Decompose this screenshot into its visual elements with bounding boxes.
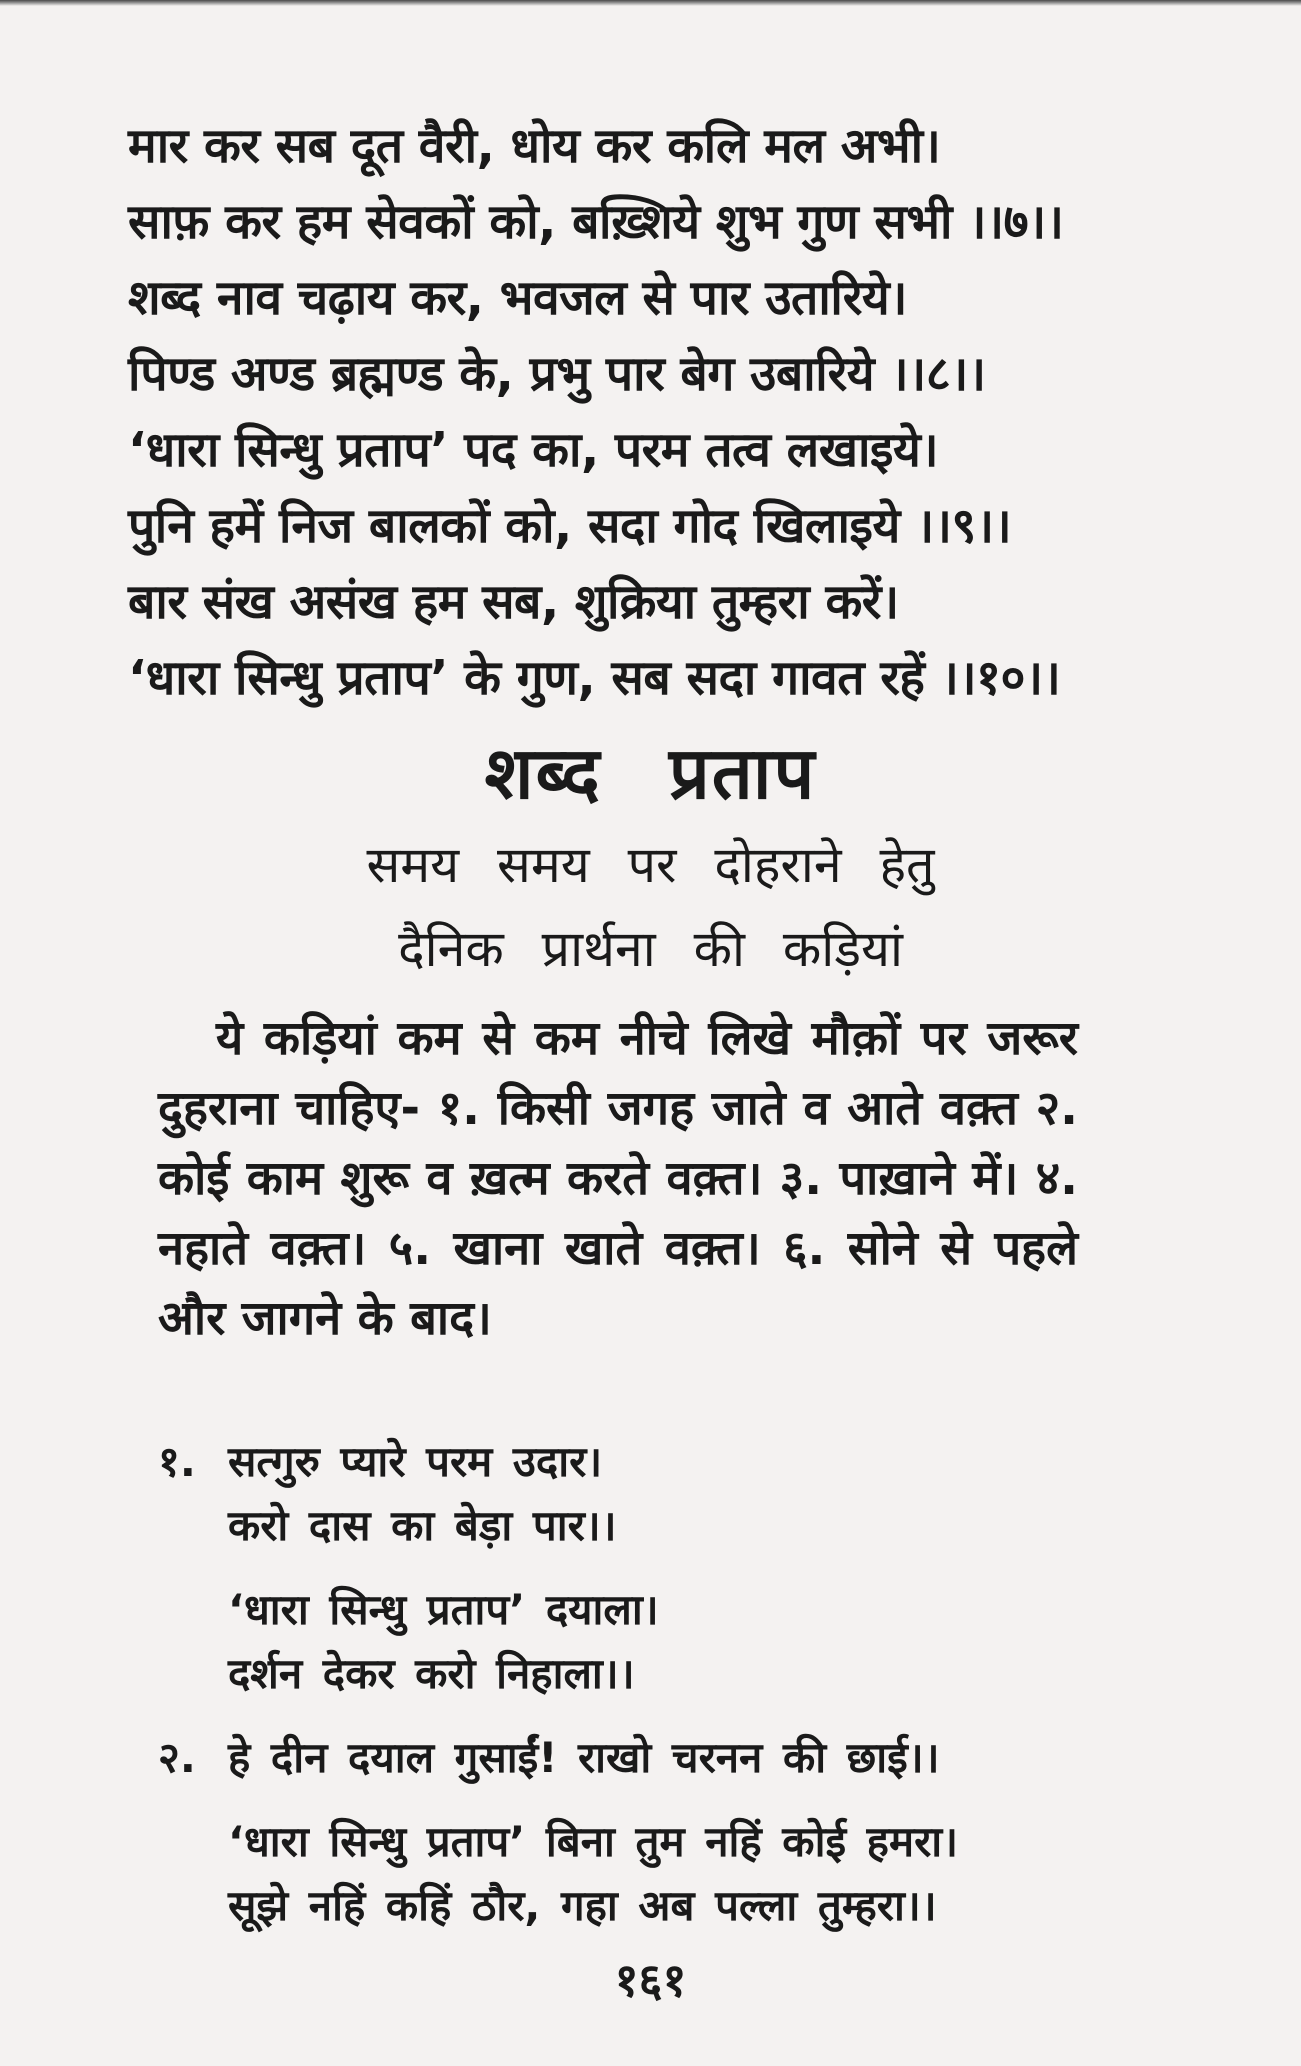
prayer-line: सूझे नहिं कहिं ठौर, गहा अब पल्ला तुम्हरा।। [228, 1881, 937, 1930]
prayer-line: ‘धारा सिन्धु प्रताप’ बिना तुम नहिं कोई हमरा। [228, 1817, 959, 1866]
prayer-line: करो दास का बेड़ा पार।। [228, 1501, 617, 1550]
prayer-line: ‘धारा सिन्धु प्रताप’ दयाला। [228, 1585, 659, 1634]
intro-paragraph: ये कड़ियां कम से कम नीचे लिखे मौक़ों पर जरूर दुहराना चाहिए- १. किसी जगह जाते व आते वक़्त २. कोई काम शुरू व ख़त्म करते वक़्त। ३. पाख़ाने में। ४. नहाते वक़्त। ५. खाना खाते वक़्त। ६. सोने से पहले और जागने के बाद। [158, 1011, 1078, 1346]
prayer-body [228, 1430, 1128, 1706]
verse-line: पिण्ड अण्ड ब्रह्मण्ड के, प्रभु पार बेग उबारिये ।।८।। [128, 346, 986, 402]
section-title: शब्द प्रताप [484, 731, 817, 815]
verse-line: पुनि हमें निज बालकों को, सदा गोद खिलाइये ।।९।। [128, 498, 1012, 554]
page-top-edge [0, 0, 1301, 6]
verse-line: ‘धारा सिन्धु प्रताप’ के गुण, सब सदा गावत रहें ।।१०।। [128, 650, 1061, 706]
verse-block [128, 108, 1188, 716]
verse-line: साफ़ कर हम सेवकों को, बख़्शिये शुभ गुण सभी ।।७।। [128, 194, 1064, 250]
prayer-number: २. [158, 1733, 196, 1782]
section-subtitle: समय समय पर दोहराने हेतु [366, 836, 935, 894]
page-number: १६१ [614, 1953, 687, 2007]
prayer-line: दर्शन देकर करो निहाला।। [228, 1649, 635, 1698]
verse-line: ‘धारा सिन्धु प्रताप’ पद का, परम तत्व लखाइये। [128, 422, 939, 478]
prayer-line: सत्गुरु प्यारे परम उदार। [228, 1437, 603, 1486]
prayer-number: १. [158, 1437, 196, 1486]
verse-line: शब्द नाव चढ़ाय कर, भवजल से पार उतारिये। [128, 270, 907, 326]
prayer-body [228, 1726, 1128, 1938]
prayer-line: हे दीन दयाल गुसाईं! राखो चरनन की छाई।। [228, 1733, 940, 1782]
verse-line: बार संख असंख हम सब, शुक्रिया तुम्हरा करें। [128, 574, 899, 630]
section-subtitle-2: दैनिक प्रार्थना की कड़ियां [398, 920, 903, 978]
verse-line: मार कर सब दूत वैरी, धोय कर कलि मल अभी। [128, 118, 941, 174]
